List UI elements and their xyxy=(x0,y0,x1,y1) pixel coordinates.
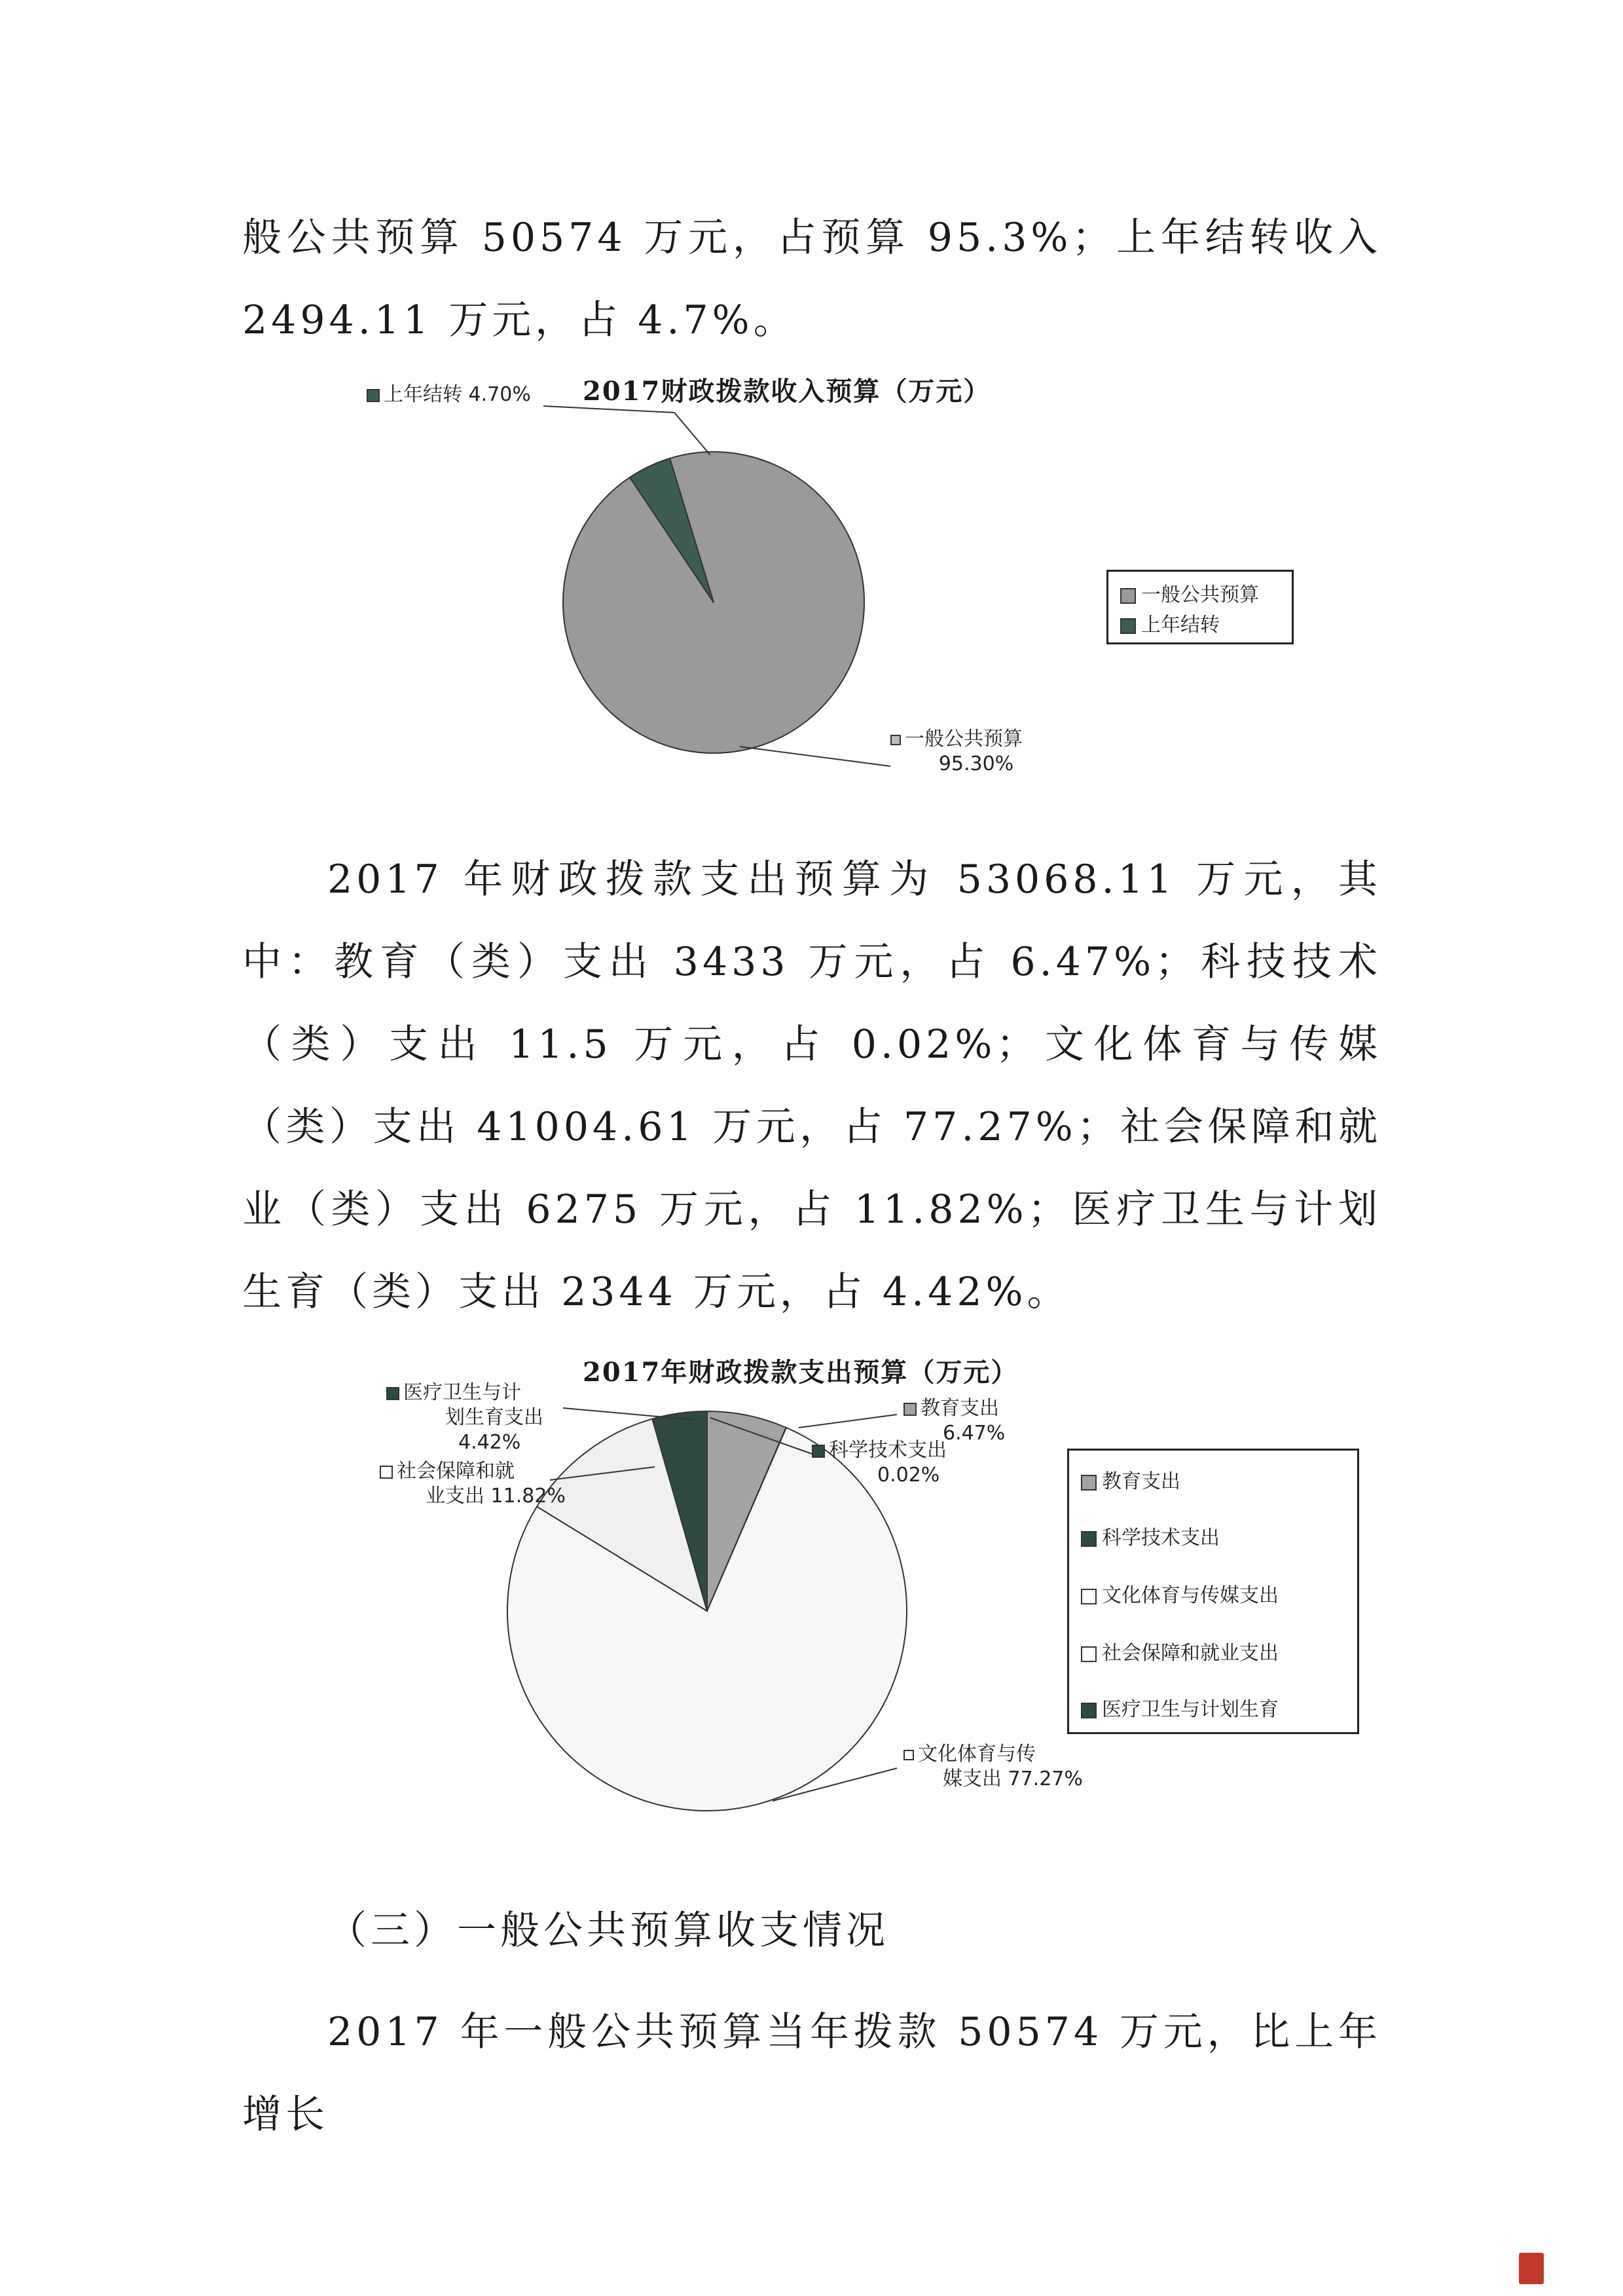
swatch-icon xyxy=(903,1403,917,1416)
leader-line xyxy=(740,747,890,766)
slice-label-science: 科学技术支出 0.02% xyxy=(812,1438,947,1488)
legend-item-culture: 文化体育与传媒支出 xyxy=(1081,1579,1279,1608)
leader-line xyxy=(799,1415,897,1428)
swatch-icon xyxy=(386,1387,399,1400)
seal-stamp-icon xyxy=(1519,2253,1544,2284)
slice-label-social: 社会保障和就 业支出 11.82% xyxy=(380,1459,566,1509)
paragraph-expenditure-summary: 2017 年财政拨款支出预算为 53068.11 万元，其中：教育（类）支出 3433 万元，占 6.47%；科技技术（类）支出 11.5 万元，占 0.02%；文化体育与传媒（类）支出 41004.61 万元，占 77.27%；社会保障和就业（类）支出 6275 万元，占 11.82%；医疗卫生与计划生育（类）支出 2344 万元，占 4.42%。 xyxy=(242,857,1381,1315)
swatch-icon xyxy=(1081,1646,1097,1662)
slice-label-general: 一般公共预算 95.30% xyxy=(890,727,1023,777)
swatch-icon xyxy=(367,389,380,402)
income-pie-chart xyxy=(347,367,1329,799)
legend-item-education: 教育支出 xyxy=(1081,1465,1180,1494)
swatch-icon xyxy=(903,1750,914,1760)
swatch-icon xyxy=(380,1466,393,1479)
swatch-icon xyxy=(890,735,901,745)
legend-item-carryover: 上年结转 xyxy=(1120,608,1220,637)
paragraph-income-summary: 般公共预算 50574 万元，占预算 95.3%；上年结转收入 2494.11 万元，占 4.7%。 xyxy=(242,215,1381,343)
chart-title: 2017财政拨款收入预算（万元） xyxy=(583,376,991,407)
swatch-icon xyxy=(1081,1589,1097,1604)
swatch-icon xyxy=(1081,1703,1097,1718)
legend-item-general: 一般公共预算 xyxy=(1120,578,1259,607)
slice-label-health: 医疗卫生与计 划生育支出 4.42% xyxy=(386,1380,543,1455)
leader-line xyxy=(674,413,710,455)
legend-item-social: 社会保障和就业支出 xyxy=(1081,1637,1279,1665)
section-heading: （三）一般公共预算收支情况 xyxy=(327,1908,889,1953)
swatch-icon xyxy=(1120,618,1136,634)
slice-label-carryover: 上年结转 4.70% xyxy=(367,382,531,407)
leader-line xyxy=(543,406,674,413)
legend-item-science: 科学技术支出 xyxy=(1081,1521,1220,1550)
chart-title: 2017年财政拨款支出预算（万元） xyxy=(583,1357,1019,1388)
chart-legend xyxy=(1067,1449,1359,1734)
legend-item-health: 医疗卫生与计划生育 xyxy=(1081,1693,1279,1722)
swatch-icon xyxy=(1081,1531,1097,1547)
swatch-icon xyxy=(812,1445,825,1458)
chart-legend xyxy=(1106,570,1294,644)
paragraph-general-budget: 2017 年一般公共预算当年拨款 50574 万元，比上年增长 xyxy=(242,2009,1381,2138)
slice-label-culture: 文化体育与传 媒支出 77.27% xyxy=(903,1742,1083,1792)
swatch-icon xyxy=(1081,1475,1097,1491)
slice-label-education: 教育支出 6.47% xyxy=(903,1396,1005,1446)
expenditure-pie-chart xyxy=(354,1349,1375,1821)
swatch-icon xyxy=(1120,588,1136,604)
